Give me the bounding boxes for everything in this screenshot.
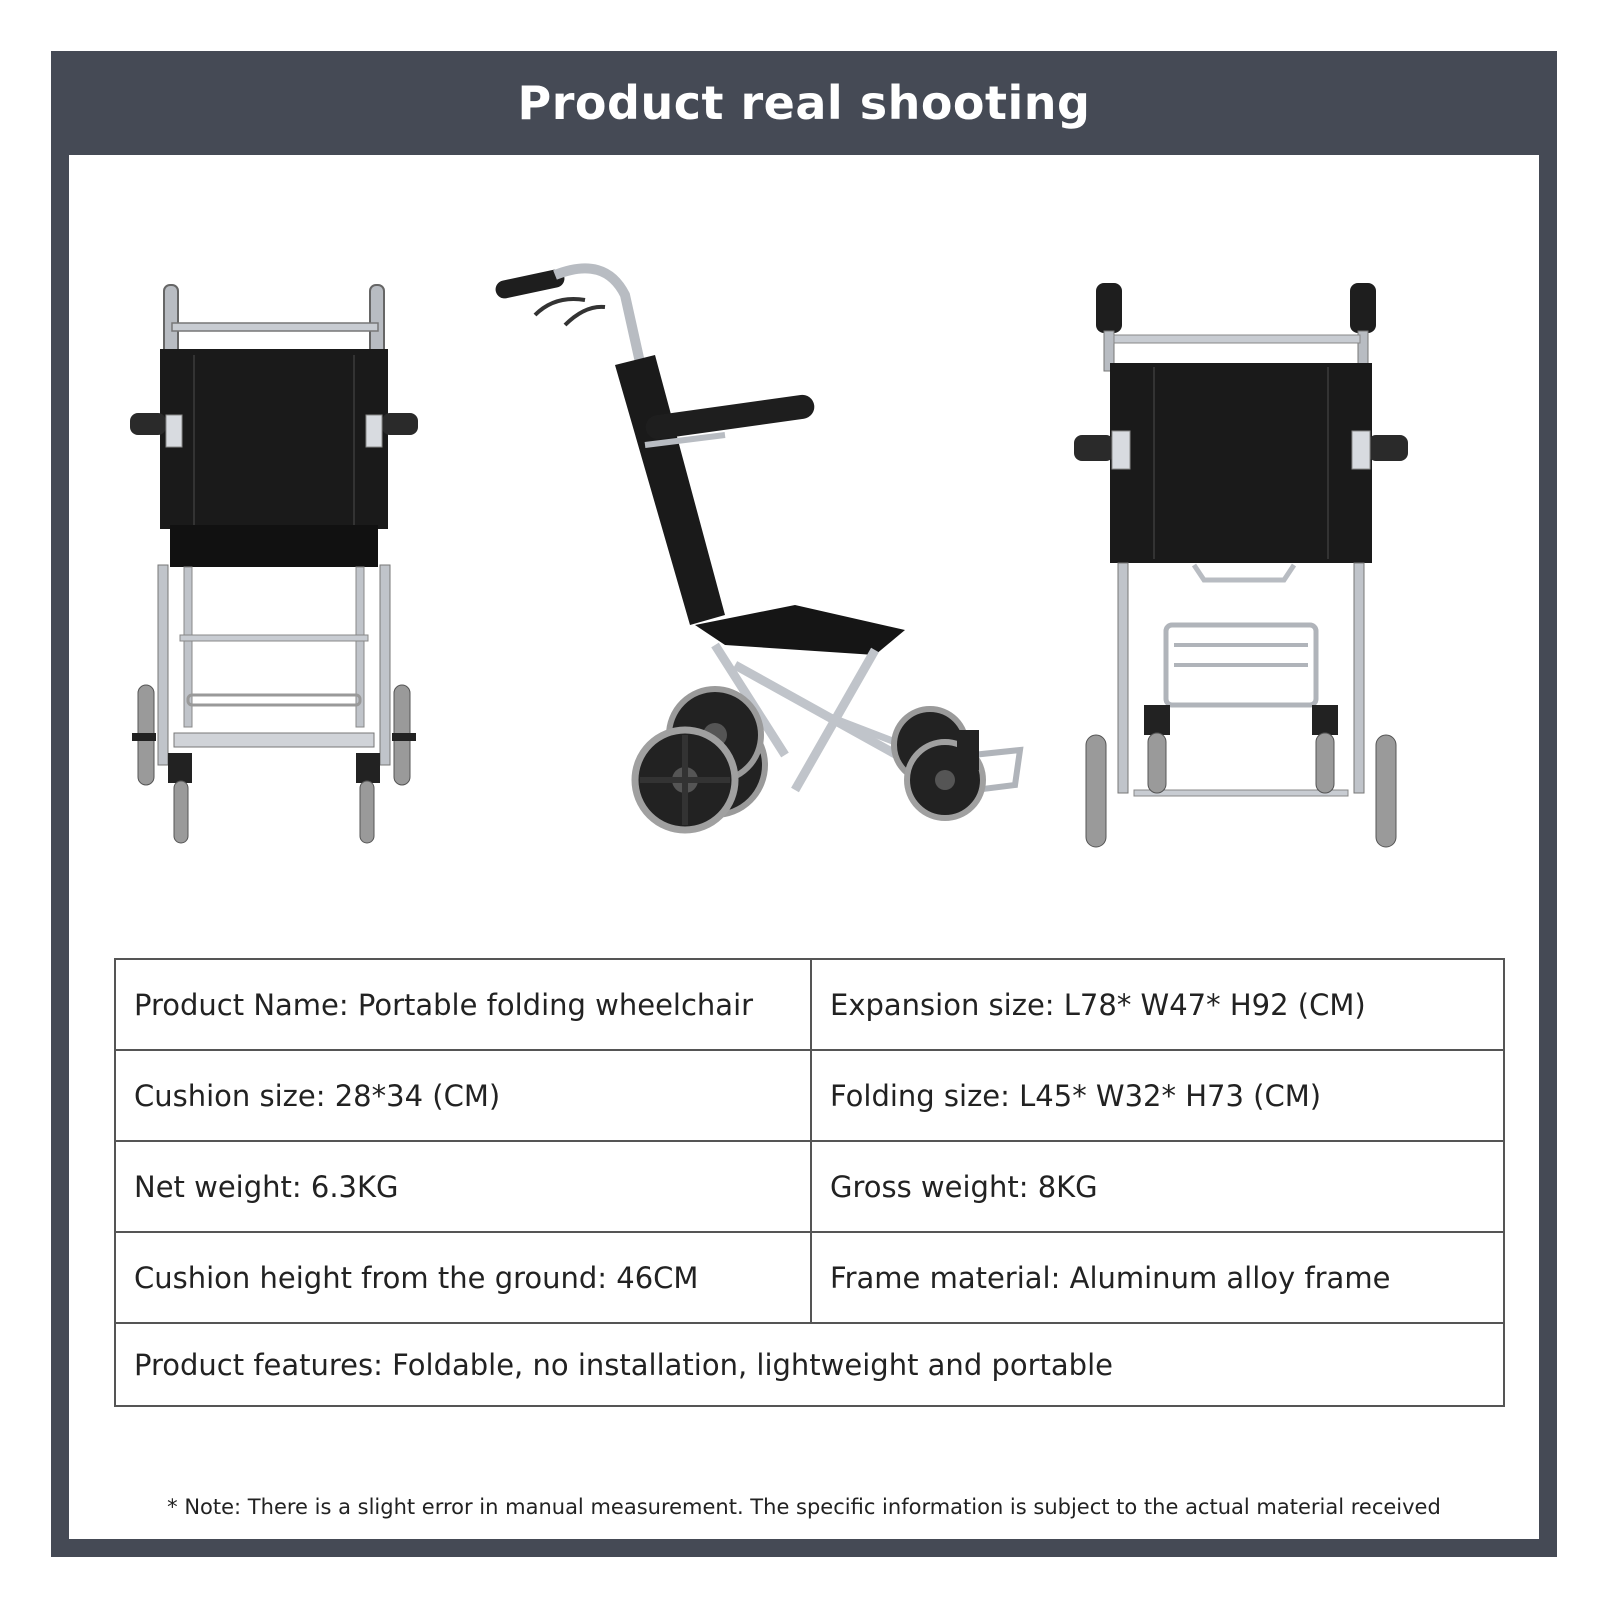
measurement-note: * Note: There is a slight error in manual measurement. The specific information is subject to the actual material received [167, 1495, 1441, 1519]
wheelchair-side-view [495, 245, 1035, 845]
spec-product-name: Product Name: Portable folding wheelchair [115, 959, 811, 1050]
wheelchair-back-image [1074, 275, 1414, 865]
page-title: Product real shooting [517, 76, 1091, 130]
spec-table [114, 958, 1505, 1407]
table-row [115, 1050, 1504, 1141]
spec-folding-size: Folding size: L45* W32* H73 (CM) [811, 1050, 1504, 1141]
product-frame [51, 51, 1557, 1557]
content-panel [69, 155, 1539, 1539]
table-row [115, 959, 1504, 1050]
wheelchair-side-wheels [495, 245, 1035, 845]
header-bar [51, 51, 1557, 155]
table-row [115, 1323, 1504, 1406]
table-row [115, 1141, 1504, 1232]
spec-gross-weight: Gross weight: 8KG [811, 1141, 1504, 1232]
product-photos [69, 155, 1539, 915]
spec-frame-material: Frame material: Aluminum alloy frame [811, 1232, 1504, 1323]
table-row [115, 1232, 1504, 1323]
spec-expansion-size: Expansion size: L78* W47* H92 (CM) [811, 959, 1504, 1050]
spec-product-features: Product features: Foldable, no installation, lightweight and portable [115, 1323, 1504, 1406]
wheelchair-front-view [124, 275, 424, 855]
spec-cushion-height: Cushion height from the ground: 46CM [115, 1232, 811, 1323]
spec-cushion-size: Cushion size: 28*34 (CM) [115, 1050, 811, 1141]
spec-net-weight: Net weight: 6.3KG [115, 1141, 811, 1232]
wheelchair-front-image [124, 275, 424, 855]
wheelchair-back-view [1074, 275, 1414, 865]
